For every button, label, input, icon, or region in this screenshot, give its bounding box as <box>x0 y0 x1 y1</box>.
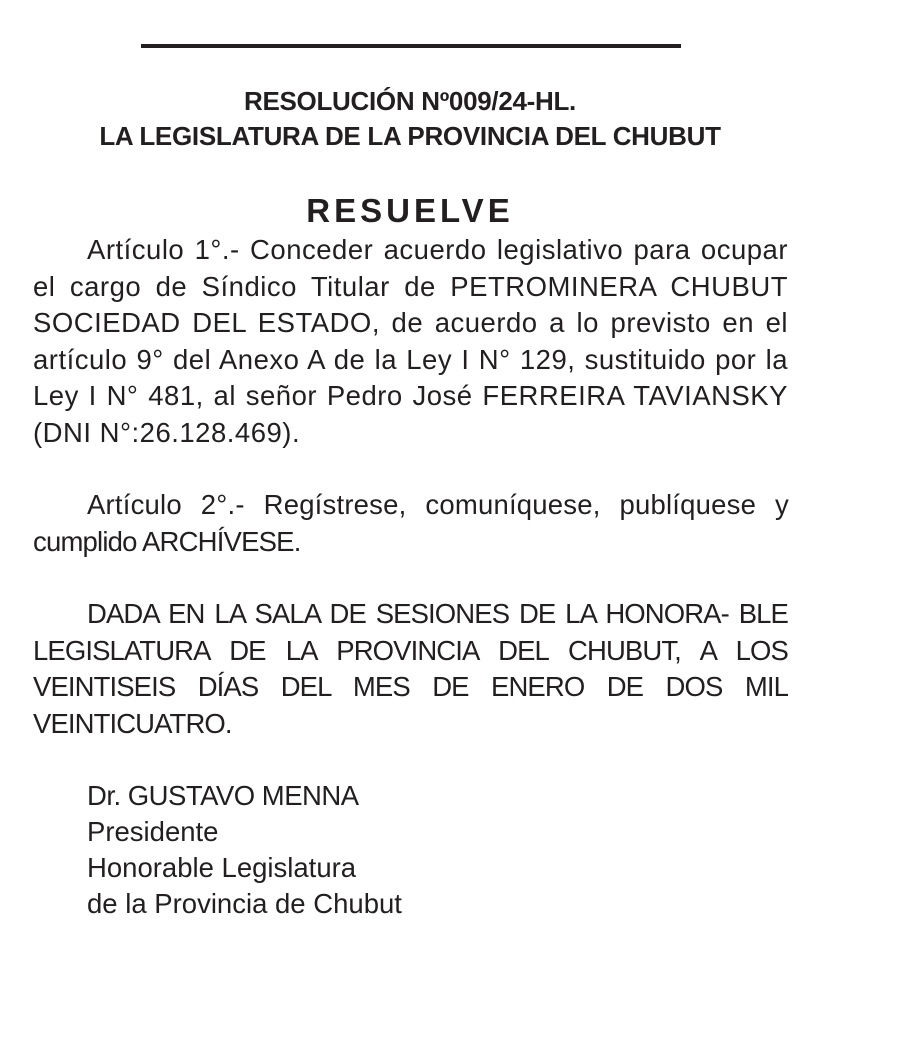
signature-block <box>87 778 402 922</box>
dada-paragraph <box>33 596 788 742</box>
signatory-name: Dr. GUSTAVO MENNA <box>87 780 359 811</box>
resuelve-heading: RESUELVE <box>306 192 514 229</box>
article-1-paragraph <box>33 232 788 451</box>
issuer-heading: LA LEGISLATURA DE LA PROVINCIA DEL CHUBUT <box>99 121 721 151</box>
article-2-closing: y cumplido ARCHÍVESE. <box>33 489 788 557</box>
signatory-role: Presidente <box>87 816 219 847</box>
resolution-number-heading: RESOLUCIÓN Nº009/24-HL. <box>243 86 576 116</box>
top-rule-divider <box>141 44 681 48</box>
article-1-text: Artículo 1°.- Conceder acuerdo legislativo para ocupar el cargo de Síndico Titular de PETROMINERA CHUBUT SOCIEDAD DEL ESTADO, de acuerdo a lo previsto en el artículo 9° del Anexo A de la Ley I N° 129, sustituido por la Ley I N° 481, al señor Pedro José FERREIRA TAVIANSKY (DNI N°:26.128.469). <box>33 234 788 448</box>
signatory-body-line-2: de la Provincia de Chubut <box>87 888 402 919</box>
signatory-body-line-1: Honorable Legislatura <box>87 852 357 883</box>
dada-text: DADA EN LA SALA DE SESIONES DE LA HONORA- BLE LEGISLATURA DE LA PROVINCIA DEL CHUBUT, A LOS VEINTISEIS DÍAS DEL MES DE ENERO DE DOS MIL VEINTICUATRO. <box>33 598 788 739</box>
article-2-paragraph <box>33 487 788 560</box>
article-2-text: Artículo 2°.- Regístrese, comuníquese, publíquese <box>87 489 757 520</box>
